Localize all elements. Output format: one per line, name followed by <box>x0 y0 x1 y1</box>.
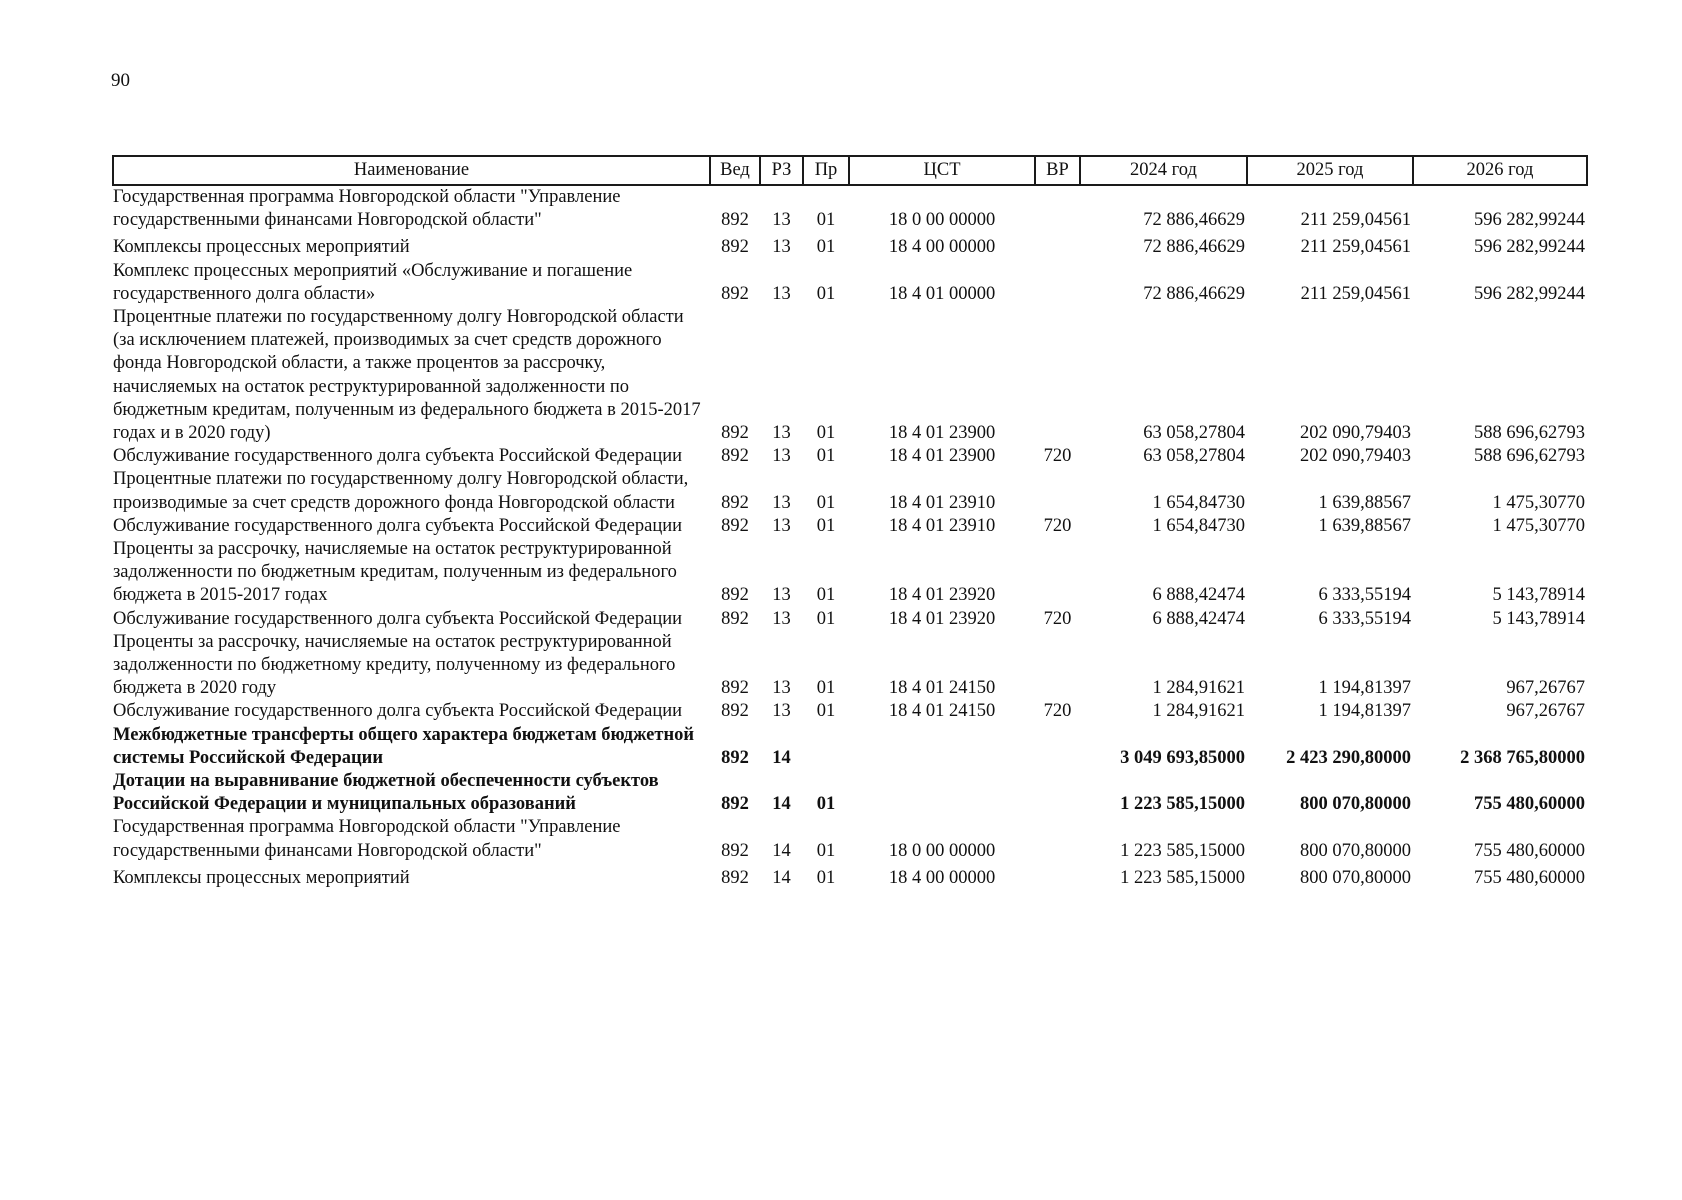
row-2024: 3 049 693,85000 <box>1120 747 1245 768</box>
header-2024: 2024 год <box>1080 156 1247 185</box>
row-2026: 596 282,99244 <box>1474 210 1585 231</box>
row-ved: 892 <box>721 840 749 861</box>
row-name: Межбюджетные трансферты общего характера бюджетам бюджетной системы Российской Федерации <box>113 724 695 768</box>
row-ved: 892 <box>721 867 749 888</box>
row-2024: 1 284,91621 <box>1152 678 1245 699</box>
row-2025: 6 333,55194 <box>1318 608 1411 629</box>
row-cst: 18 4 01 23900 <box>888 423 996 444</box>
table-row <box>113 724 1587 770</box>
row-rz: 13 <box>772 237 791 258</box>
row-rz: 14 <box>772 794 791 815</box>
row-vr <box>1035 724 1080 770</box>
row-name: Государственная программа Новгородской области "Управление государственными финансами Новгородской области" <box>113 187 621 231</box>
header-2026: 2026 год <box>1413 156 1587 185</box>
row-vr <box>1035 306 1080 445</box>
row-cst: 18 4 01 23900 <box>888 446 996 467</box>
row-2026: 596 282,99244 <box>1474 283 1585 304</box>
row-2024: 6 888,42474 <box>1152 608 1245 629</box>
row-2024: 1 223 585,15000 <box>1120 794 1245 815</box>
row-2024: 6 888,42474 <box>1152 585 1245 606</box>
row-cst: 18 4 01 24150 <box>888 678 996 699</box>
header-name: Наименование <box>113 156 710 185</box>
row-cst: 18 0 00 00000 <box>888 210 996 231</box>
row-2025: 1 194,81397 <box>1318 701 1411 722</box>
row-pr: 01 <box>816 608 836 629</box>
table-row <box>113 631 1587 701</box>
row-2025: 800 070,80000 <box>1300 794 1411 815</box>
row-name: Комплексы процессных мероприятий <box>113 867 410 888</box>
row-rz: 13 <box>772 446 791 467</box>
table-row <box>113 700 1587 723</box>
budget-table <box>112 155 1588 890</box>
row-2026: 1 475,30770 <box>1492 515 1585 536</box>
row-ved: 892 <box>721 794 749 815</box>
row-cst: 18 0 00 00000 <box>888 840 996 861</box>
row-rz: 13 <box>772 283 791 304</box>
table-row <box>113 445 1587 468</box>
row-2024: 1 223 585,15000 <box>1120 840 1245 861</box>
row-2026: 5 143,78914 <box>1492 608 1585 629</box>
row-2026: 1 475,30770 <box>1492 492 1585 513</box>
row-rz: 13 <box>772 678 791 699</box>
header-ved: Вед <box>710 156 760 185</box>
row-vr <box>1035 816 1080 862</box>
row-2026: 967,26767 <box>1506 701 1585 722</box>
row-2024: 72 886,46629 <box>1143 237 1245 258</box>
row-2024: 63 058,27804 <box>1143 423 1245 444</box>
row-rz: 13 <box>772 608 791 629</box>
row-vr <box>1035 770 1080 816</box>
row-rz: 14 <box>772 840 791 861</box>
page-number: 90 <box>111 70 130 91</box>
row-cst: 18 4 01 23920 <box>888 608 996 629</box>
header-2025: 2025 год <box>1247 156 1413 185</box>
row-vr <box>1035 631 1080 701</box>
row-name: Обслуживание государственного долга субъекта Российской Федерации <box>113 515 683 536</box>
row-2026: 755 480,60000 <box>1474 867 1585 888</box>
table-row <box>113 863 1587 890</box>
row-2025: 202 090,79403 <box>1300 423 1411 444</box>
row-vr <box>1035 538 1080 608</box>
row-vr: 720 <box>1043 608 1072 629</box>
row-2024: 72 886,46629 <box>1143 210 1245 231</box>
row-rz: 13 <box>772 423 791 444</box>
row-pr: 01 <box>816 446 836 467</box>
row-name: Обслуживание государственного долга субъекта Российской Федерации <box>113 446 683 467</box>
row-pr <box>803 724 849 770</box>
row-2026: 588 696,62793 <box>1474 446 1585 467</box>
row-ved: 892 <box>721 747 749 768</box>
row-pr: 01 <box>816 515 836 536</box>
row-vr <box>1035 468 1080 514</box>
row-2025: 211 259,04561 <box>1300 237 1411 258</box>
row-cst: 18 4 00 00000 <box>888 867 996 888</box>
row-vr <box>1035 863 1080 890</box>
row-rz: 14 <box>772 747 791 768</box>
row-2025: 1 639,88567 <box>1318 492 1411 513</box>
row-ved: 892 <box>721 608 749 629</box>
row-pr: 01 <box>816 867 836 888</box>
row-2024: 63 058,27804 <box>1143 446 1245 467</box>
row-rz: 13 <box>772 210 791 231</box>
row-2025: 800 070,80000 <box>1300 840 1411 861</box>
row-name: Государственная программа Новгородской области "Управление государственными финансами Новгородской области" <box>113 817 621 861</box>
row-cst: 18 4 01 23920 <box>888 585 996 606</box>
row-pr: 01 <box>816 423 836 444</box>
row-pr: 01 <box>816 794 836 815</box>
row-pr: 01 <box>816 210 836 231</box>
row-rz: 14 <box>772 867 791 888</box>
row-pr: 01 <box>816 840 836 861</box>
row-name: Проценты за рассрочку, начисляемые на остаток реструктурированной задолженности по бюджетному кредиту, полученному из федерального бюджета в 2020 году <box>113 631 676 699</box>
row-name: Комплексы процессных мероприятий <box>113 237 410 258</box>
row-2026: 755 480,60000 <box>1474 840 1585 861</box>
row-ved: 892 <box>721 515 749 536</box>
header-pr: Пр <box>803 156 849 185</box>
row-2025: 1 194,81397 <box>1318 678 1411 699</box>
row-rz: 13 <box>772 492 791 513</box>
table-row <box>113 468 1587 514</box>
row-2025: 2 423 290,80000 <box>1286 747 1411 768</box>
table-header <box>113 156 1587 185</box>
row-vr <box>1035 232 1080 259</box>
row-cst: 18 4 01 24150 <box>888 701 996 722</box>
row-2024: 72 886,46629 <box>1143 283 1245 304</box>
row-2026: 596 282,99244 <box>1474 237 1585 258</box>
row-2025: 211 259,04561 <box>1300 210 1411 231</box>
header-vr: ВР <box>1035 156 1080 185</box>
row-cst <box>849 724 1035 770</box>
row-name: Процентные платежи по государственному долгу Новгородской области, производимые за счет средств дорожного фонда Новгородской области <box>113 469 689 513</box>
row-ved: 892 <box>721 492 749 513</box>
row-name: Процентные платежи по государственному долгу Новгородской области (за исключением платежей, производимых за счет средств дорожного фонда Новгородской области, а также процентов за рассрочку, начисляемых на остаток реструктурированной задолженности по бюджетным кредитам, полученным из федерального бюджета в 2015-2017 годах и в 2020 году) <box>113 307 701 444</box>
row-pr: 01 <box>816 585 836 606</box>
row-ved: 892 <box>721 210 749 231</box>
row-2025: 211 259,04561 <box>1300 283 1411 304</box>
row-cst: 18 4 00 00000 <box>888 237 996 258</box>
row-ved: 892 <box>721 701 749 722</box>
row-2024: 1 223 585,15000 <box>1120 867 1245 888</box>
table-row <box>113 260 1587 306</box>
row-vr: 720 <box>1043 446 1072 467</box>
header-row <box>113 156 1587 185</box>
row-2025: 6 333,55194 <box>1318 585 1411 606</box>
row-ved: 892 <box>721 446 749 467</box>
row-name: Комплекс процессных мероприятий «Обслуживание и погашение государственного долга области» <box>113 260 633 304</box>
row-2026: 967,26767 <box>1506 678 1585 699</box>
row-vr <box>1035 185 1080 232</box>
row-2026: 588 696,62793 <box>1474 423 1585 444</box>
row-cst: 18 4 01 23910 <box>888 515 996 536</box>
row-ved: 892 <box>721 423 749 444</box>
row-2025: 1 639,88567 <box>1318 515 1411 536</box>
row-ved: 892 <box>721 237 749 258</box>
row-pr: 01 <box>816 283 836 304</box>
row-ved: 892 <box>721 678 749 699</box>
row-name: Проценты за рассрочку, начисляемые на остаток реструктурированной задолженности по бюджетным кредитам, полученным из федерального бюджета в 2015-2017 годах <box>113 539 677 606</box>
row-rz: 13 <box>772 701 791 722</box>
table-row <box>113 232 1587 259</box>
table-row <box>113 185 1587 232</box>
row-name: Обслуживание государственного долга субъекта Российской Федерации <box>113 608 683 629</box>
row-2026: 755 480,60000 <box>1474 794 1585 815</box>
row-2026: 5 143,78914 <box>1492 585 1585 606</box>
row-2024: 1 284,91621 <box>1152 701 1245 722</box>
header-cst: ЦСТ <box>849 156 1035 185</box>
row-2024: 1 654,84730 <box>1152 492 1245 513</box>
row-2024: 1 654,84730 <box>1152 515 1245 536</box>
row-pr: 01 <box>816 237 836 258</box>
table-body <box>113 185 1587 890</box>
table-row <box>113 306 1587 445</box>
row-2025: 800 070,80000 <box>1300 867 1411 888</box>
row-vr: 720 <box>1043 515 1072 536</box>
row-ved: 892 <box>721 585 749 606</box>
row-rz: 13 <box>772 585 791 606</box>
header-rz: РЗ <box>760 156 803 185</box>
row-2026: 2 368 765,80000 <box>1460 747 1585 768</box>
row-vr <box>1035 260 1080 306</box>
table-row <box>113 538 1587 608</box>
row-name: Обслуживание государственного долга субъекта Российской Федерации <box>113 701 683 722</box>
row-ved: 892 <box>721 283 749 304</box>
row-vr: 720 <box>1043 701 1072 722</box>
row-cst: 18 4 01 23910 <box>888 492 996 513</box>
table-row <box>113 515 1587 538</box>
row-cst <box>849 770 1035 816</box>
row-pr: 01 <box>816 678 836 699</box>
row-rz: 13 <box>772 515 791 536</box>
table-row <box>113 608 1587 631</box>
table-row <box>113 770 1587 816</box>
row-2025: 202 090,79403 <box>1300 446 1411 467</box>
row-pr: 01 <box>816 492 836 513</box>
row-cst: 18 4 01 00000 <box>888 283 996 304</box>
row-name: Дотации на выравнивание бюджетной обеспеченности субъектов Российской Федерации и муниципальных образований <box>113 771 659 815</box>
table-row <box>113 816 1587 862</box>
row-pr: 01 <box>816 701 836 722</box>
